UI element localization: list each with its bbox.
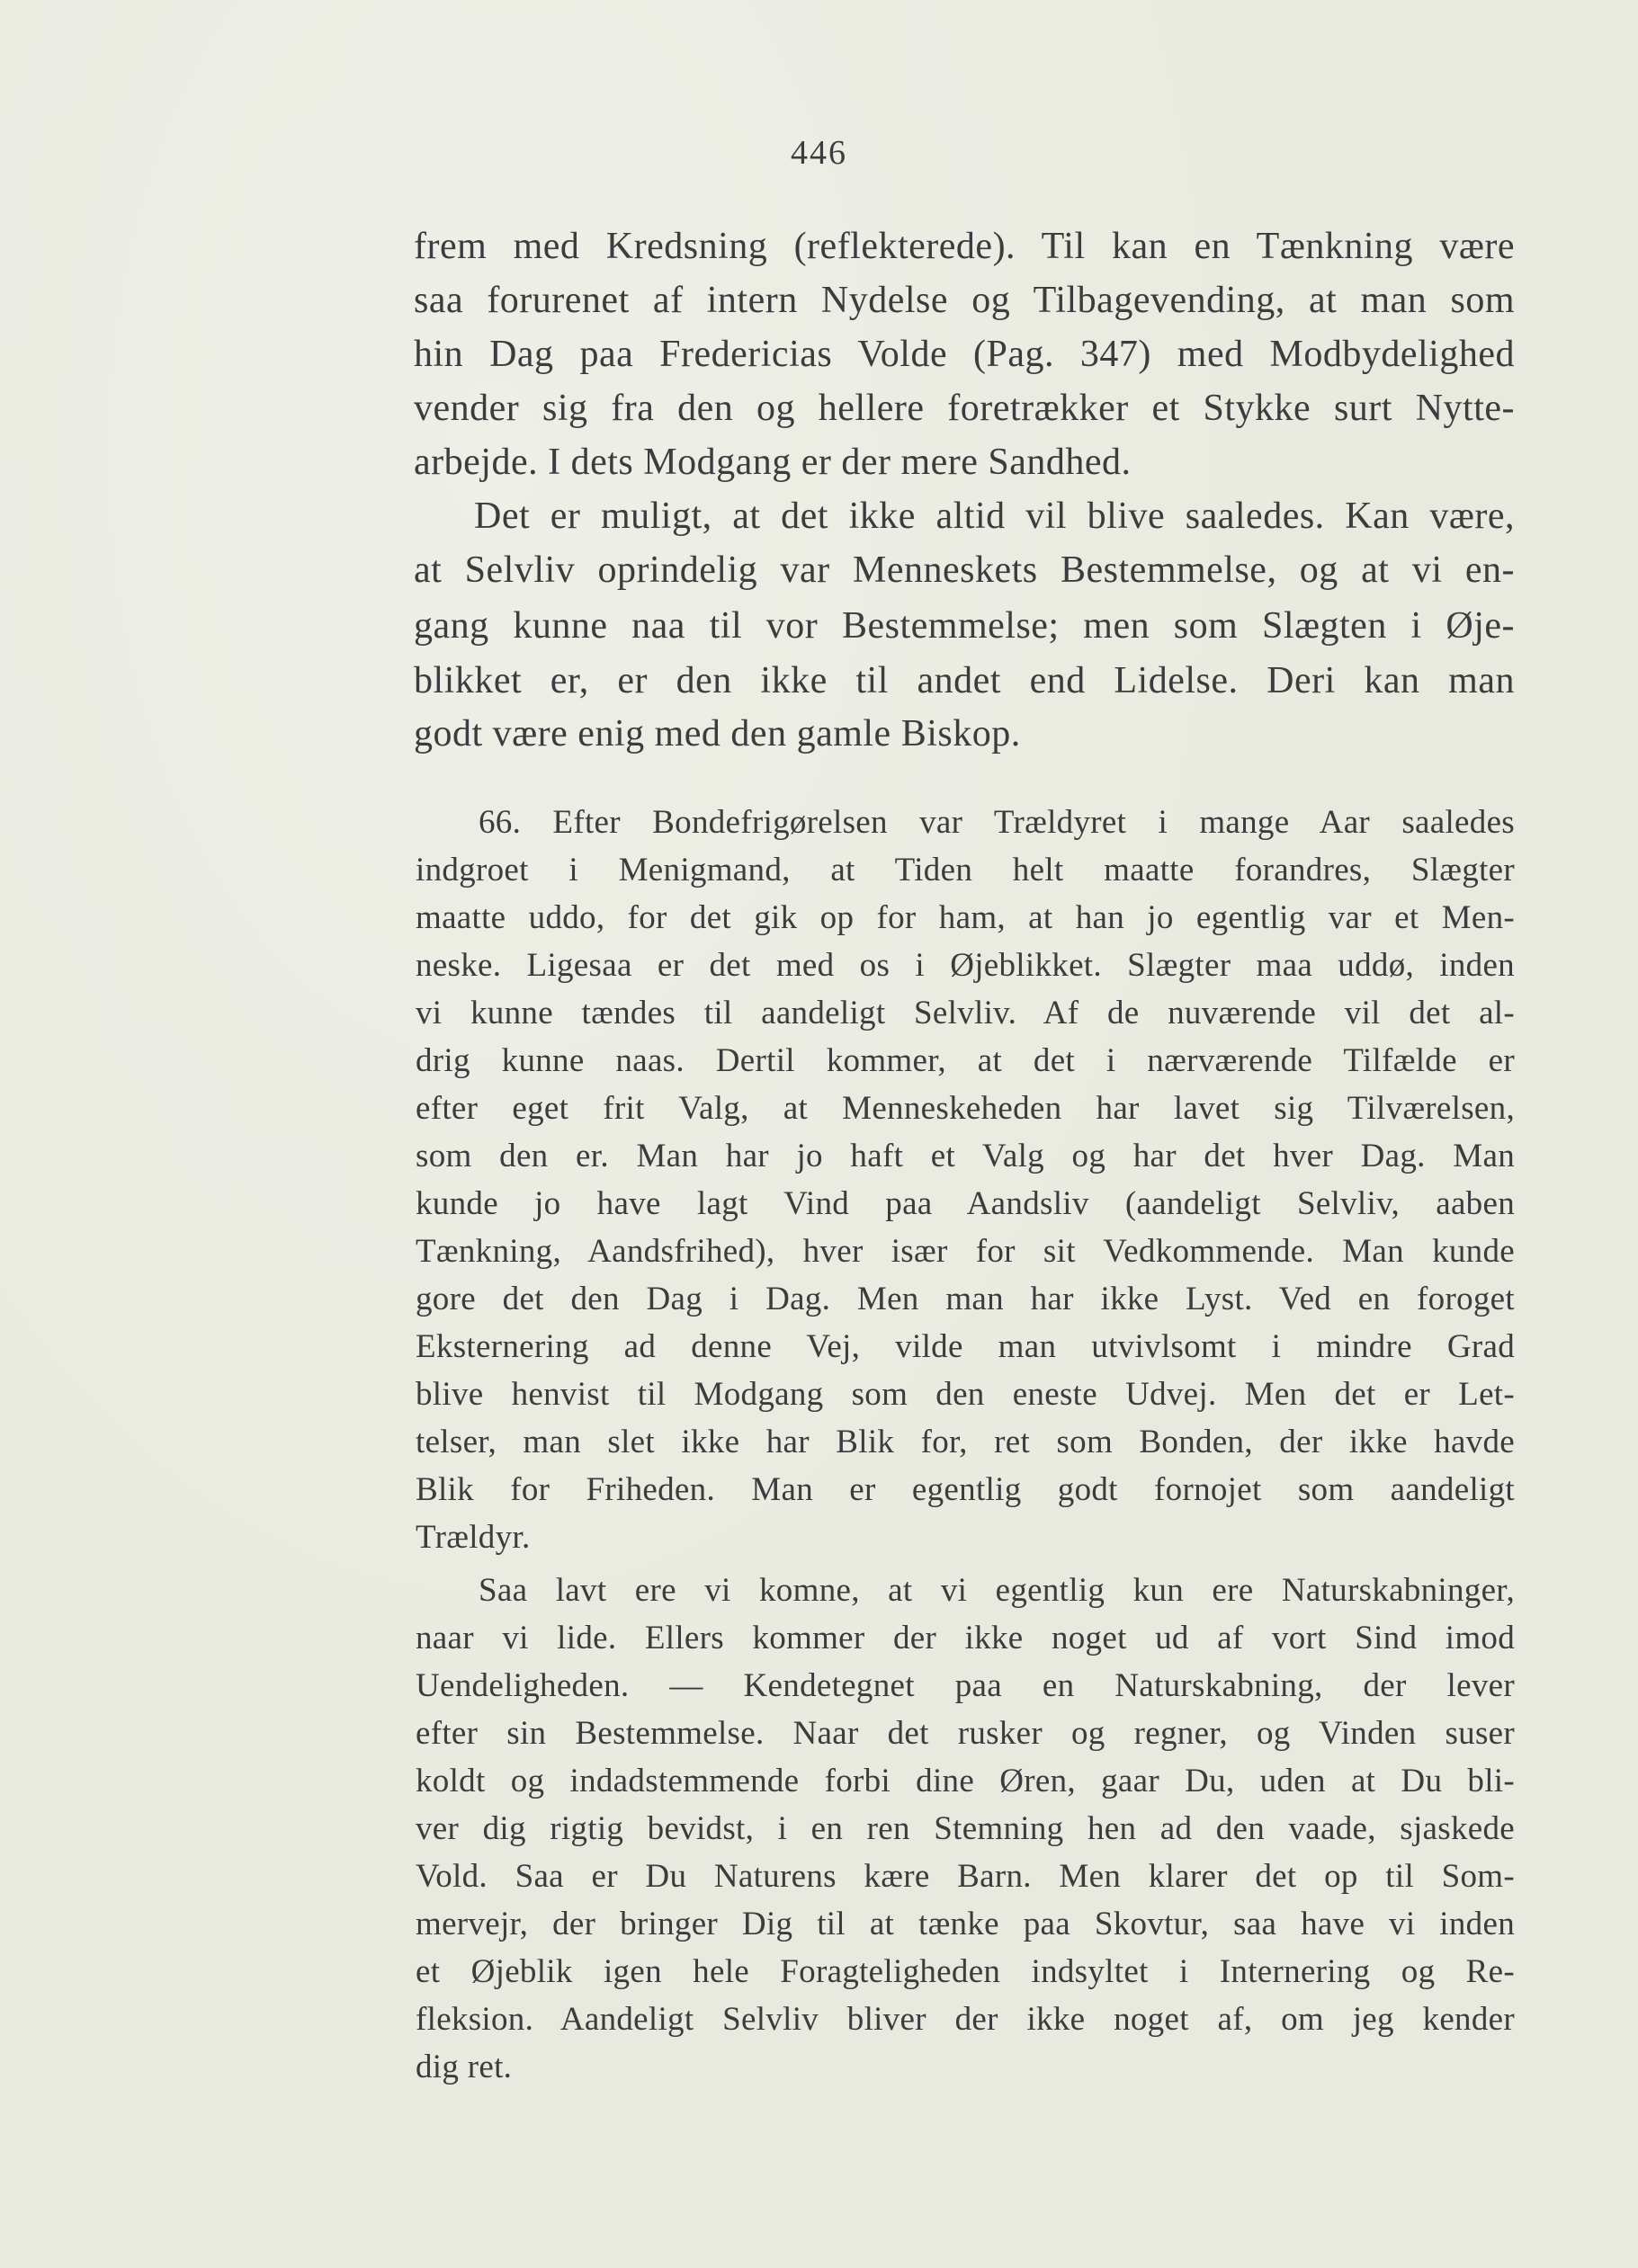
text-line: saa forurenet af intern Nydelse og Tilbagevending, at man som [414,280,1515,321]
text-line: Blik for Friheden. Man er egentlig godt fornojet som aandeligt [416,1471,1515,1508]
text-line: naar vi lide. Ellers kommer der ikke noget ud af vort Sind imod [416,1620,1515,1656]
text-line: telser, man slet ikke har Blik for, ret som Bonden, der ikke havde [416,1424,1515,1460]
text-line: at Selvliv oprindelig var Menneskets Bestemmelse, og at vi en- [414,549,1515,591]
text-line: Uendeligheden. — Kendetegnet paa en Naturskabning, der lever [416,1667,1515,1704]
text-line: Tænkning, Aandsfrihed), hver især for sit Vedkommende. Man kunde [416,1233,1515,1270]
text-line: ver dig rigtig bevidst, i en ren Stemning hen ad den vaade, sjaskede [416,1810,1515,1847]
text-line: Eksternering ad denne Vej, vilde man utvivlsomt i mindre Grad [416,1328,1515,1365]
text-line: dig ret. [416,2049,513,2085]
text-line: drig kunne naas. Dertil kommer, at det i nærværende Tilfælde er [416,1042,1515,1079]
page-number: 446 [791,134,847,172]
text-line: blive henvist til Modgang som den eneste Udvej. Men det er Let- [416,1376,1515,1413]
text-line: fleksion. Aandeligt Selvliv bliver der ikke noget af, om jeg kender [416,2001,1515,2038]
text-line: vi kunne tændes til aandeligt Selvliv. Af de nuværende vil det al- [416,995,1515,1031]
text-line: Vold. Saa er Du Naturens kære Barn. Men klarer det op til Som- [416,1858,1515,1895]
text-line: indgroet i Menigmand, at Tiden helt maatte forandres, Slægter [416,852,1515,888]
text-line: gore det den Dag i Dag. Men man har ikke Lyst. Ved en foroget [416,1281,1515,1317]
text-line: 66. Efter Bondefrigørelsen var Trældyret i mange Aar saaledes [479,804,1515,841]
text-line: frem med Kredsning (reflekterede). Til kan en Tænkning være [414,226,1515,267]
text-line: godt være enig med den gamle Biskop. [414,713,1021,755]
text-line: et Øjeblik igen hele Foragteligheden indsyltet i Internering og Re- [416,1953,1515,1990]
text-line: neske. Ligesaa er det med os i Øjeblikket. Slægter maa uddø, inden [416,947,1515,984]
text-line: hin Dag paa Fredericias Volde (Pag. 347) med Modbydelighed [414,334,1515,375]
text-line: Det er muligt, at det ikke altid vil blive saaledes. Kan være, [474,496,1515,537]
text-line: kunde jo have lagt Vind paa Aandsliv (aandeligt Selvliv, aaben [416,1185,1515,1222]
text-line: blikket er, er den ikke til andet end Lidelse. Deri kan man [414,660,1515,701]
text-line: efter sin Bestemmelse. Naar det rusker og regner, og Vinden suser [416,1715,1515,1752]
text-line: Trældyr. [416,1519,531,1556]
text-line: som den er. Man har jo haft et Valg og har det hver Dag. Man [416,1138,1515,1174]
text-line: arbejde. I dets Modgang er der mere Sandhed. [414,442,1132,483]
text-line: vender sig fra den og hellere foretrækker et Stykke surt Nytte- [414,388,1515,429]
text-line: efter eget frit Valg, at Menneskeheden har lavet sig Tilværelsen, [416,1090,1515,1127]
text-line: mervejr, der bringer Dig til at tænke paa Skovtur, saa have vi inden [416,1906,1515,1942]
text-line: Saa lavt ere vi komne, at vi egentlig kun ere Naturskabninger, [479,1572,1515,1609]
text-line: gang kunne naa til vor Bestemmelse; men som Slægten i Øje- [414,605,1515,647]
text-line: koldt og indadstemmende forbi dine Øren, gaar Du, uden at Du bli- [416,1763,1515,1799]
text-line: maatte uddo, for det gik op for ham, at han jo egentlig var et Men- [416,899,1515,936]
